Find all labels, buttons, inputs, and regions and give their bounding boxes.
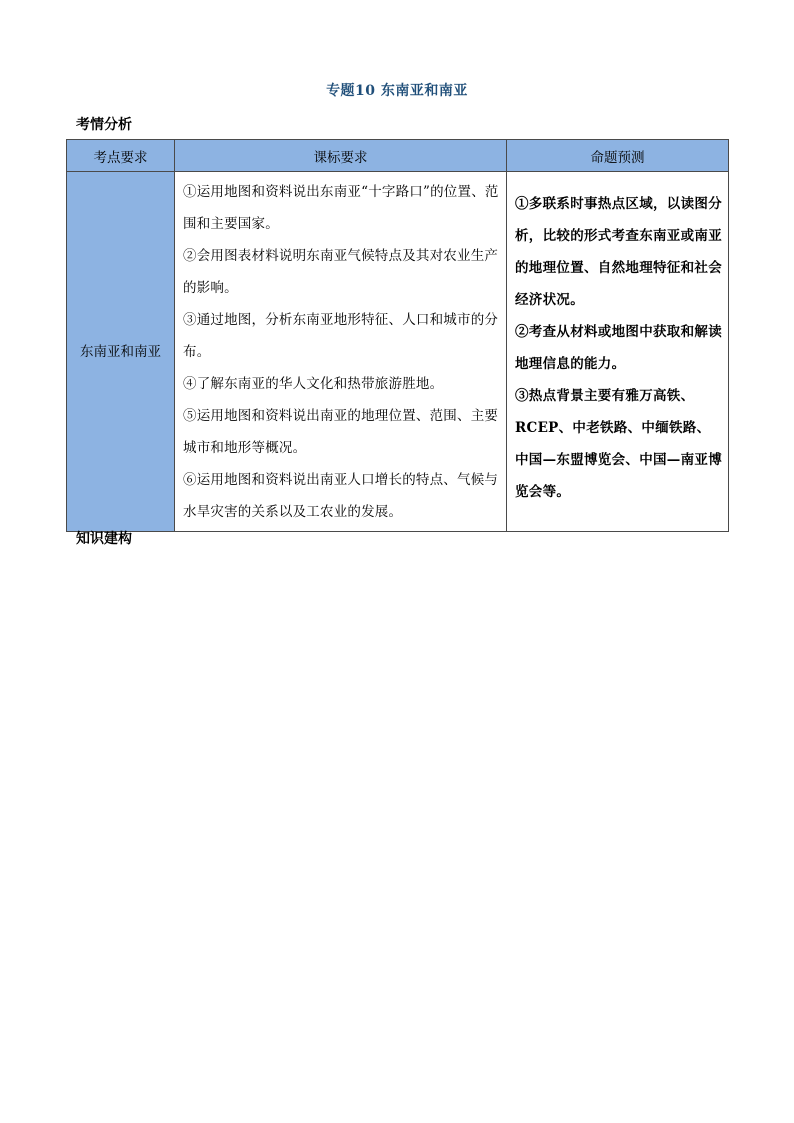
standard-item: ⑤运用地图和资料说出南亚的地理位置、范围、主要城市和地形等概况。	[183, 408, 499, 456]
header-curriculum-standard: 课标要求	[175, 140, 507, 172]
section-heading-exam-analysis: 考情分析	[76, 117, 132, 133]
prediction-item: ③热点背景主要有雅万高铁、RCEP、中老铁路、中缅铁路、中国—东盟博览会、中国—南亚博览会等。	[515, 388, 722, 500]
table-row	[67, 172, 729, 532]
prediction-item: ②考查从材料或地图中获取和解读地理信息的能力。	[515, 324, 722, 372]
header-topic-requirement: 考点要求	[67, 140, 175, 172]
standard-item: ⑥运用地图和资料说出南亚人口增长的特点、气候与水旱灾害的关系以及工农业的发展。	[183, 472, 499, 520]
section-heading-knowledge-construction: 知识建构	[76, 531, 132, 547]
header-exam-prediction: 命题预测	[507, 140, 729, 172]
standard-item: ③通过地图，分析东南亚地形特征、人口和城市的分布。	[183, 312, 499, 360]
exam-predictions-cell	[507, 172, 729, 532]
standard-item: ④了解东南亚的华人文化和热带旅游胜地。	[183, 376, 444, 392]
document-title: 专题10 东南亚和南亚	[326, 83, 468, 99]
prediction-item: ①多联系时事热点区域，以读图分析，比较的形式考查东南亚或南亚的地理位置、自然地理特征和社会经济状况。	[515, 196, 722, 308]
table-header-row	[67, 140, 729, 172]
curriculum-standards-cell	[175, 172, 507, 532]
requirements-table	[66, 139, 729, 532]
topic-cell: 东南亚和南亚	[67, 172, 175, 532]
standard-item: ②会用图表材料说明东南亚气候特点及其对农业生产的影响。	[183, 248, 499, 296]
standard-item: ①运用地图和资料说出东南亚“十字路口”的位置、范围和主要国家。	[183, 184, 499, 232]
